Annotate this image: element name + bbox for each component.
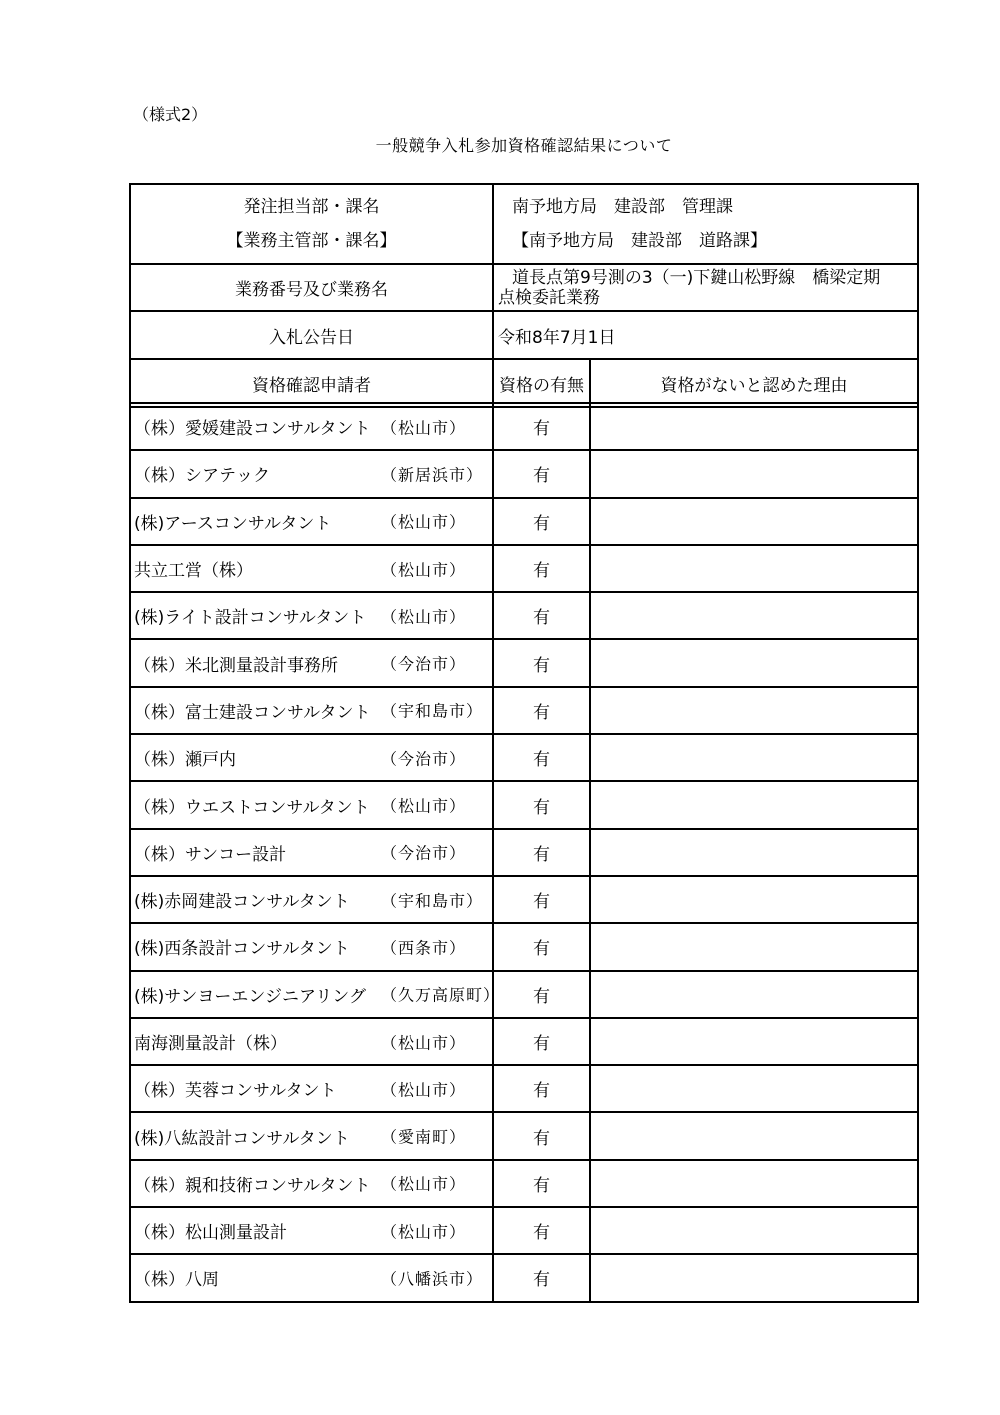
applicant-name: （株）親和技術コンサルタント: [134, 1175, 371, 1196]
applicant-city: （新居浜市）: [381, 465, 484, 485]
table-row: [130, 971, 918, 1018]
qualified-cell: 有: [493, 923, 590, 970]
applicant-cell: [130, 545, 493, 592]
applicant-city: （愛南町）: [381, 1127, 467, 1147]
applicant-name: （株）八周: [134, 1270, 219, 1291]
applicant-name: (株)サンヨーエンジニアリング: [134, 986, 366, 1007]
table-row: [130, 1160, 918, 1207]
applicant-cell: [130, 829, 493, 876]
announcement-date-value: 令和8年7月1日: [493, 311, 918, 359]
qualified-cell: 有: [493, 734, 590, 781]
qualified-cell: 有: [493, 687, 590, 734]
department-value-cell: [493, 184, 918, 264]
reason-cell: [590, 734, 918, 781]
qualified-cell: 有: [493, 545, 590, 592]
announcement-date-label: 入札公告日: [130, 311, 493, 359]
applicant-cell: [130, 971, 501, 1018]
reason-cell: [590, 1160, 918, 1207]
reason-cell: [590, 498, 918, 545]
column-header-row: [130, 359, 918, 407]
table-row: [130, 734, 918, 781]
applicant-city: （松山市）: [381, 607, 467, 627]
main-department-label: 【業務主管部・課名】: [226, 231, 397, 251]
applicant-name: （株）サンコー設計: [134, 844, 287, 865]
applicant-city: （松山市）: [381, 418, 467, 438]
applicant-city: （今治市）: [381, 749, 467, 769]
table-row: [130, 1065, 918, 1112]
applicant-city: （久万高原町）: [381, 985, 501, 1005]
reason-cell: [590, 829, 918, 876]
applicant-city: （松山市）: [381, 1222, 467, 1242]
reason-cell: [590, 923, 918, 970]
table-row: [130, 1254, 918, 1301]
qualified-cell: 有: [493, 971, 590, 1018]
work-row: [130, 264, 918, 311]
applicant-cell: [130, 592, 493, 639]
qualified-cell: 有: [493, 1254, 590, 1301]
column-header-applicant: 資格確認申請者: [130, 359, 493, 407]
reason-cell: [590, 781, 918, 828]
applicant-cell: [130, 498, 493, 545]
applicant-name: 共立工営（株）: [134, 561, 253, 582]
applicant-city: （松山市）: [381, 1080, 467, 1100]
qualified-cell: 有: [493, 876, 590, 923]
qualified-cell: 有: [493, 639, 590, 686]
department-label: 発注担当部・課名: [243, 197, 380, 217]
applicant-cell: [130, 450, 493, 497]
department-row: [130, 184, 918, 264]
applicant-cell: [130, 923, 493, 970]
table-row: [130, 1112, 918, 1159]
column-header-reason: 資格がないと認めた理由: [590, 359, 918, 407]
applicant-name: （株）瀬戸内: [134, 750, 236, 771]
table-row: [130, 1018, 918, 1065]
info-table: [129, 183, 919, 408]
applicant-table-body: [130, 403, 918, 1302]
table-row: [130, 687, 918, 734]
table-row: [130, 639, 918, 686]
qualified-cell: 有: [493, 1160, 590, 1207]
reason-cell: [590, 971, 918, 1018]
applicant-cell: [130, 1112, 493, 1159]
applicant-city: （今治市）: [381, 843, 467, 863]
applicant-name: (株)西条設計コンサルタント: [134, 939, 350, 960]
applicant-name: （株）愛媛建設コンサルタント: [134, 419, 371, 440]
reason-cell: [590, 876, 918, 923]
reason-cell: [590, 687, 918, 734]
table-row: [130, 1207, 918, 1254]
document-title: 一般競争入札参加資格確認結果について: [375, 136, 673, 155]
applicant-city: （八幡浜市）: [381, 1269, 484, 1289]
qualified-cell: 有: [493, 1112, 590, 1159]
qualified-cell: 有: [493, 829, 590, 876]
applicant-city: （松山市）: [381, 1033, 467, 1052]
applicant-city: （宇和島市）: [381, 891, 484, 911]
applicant-cell: [130, 1065, 493, 1112]
applicant-city: （松山市）: [381, 796, 467, 816]
qualified-cell: 有: [493, 592, 590, 639]
reason-cell: [590, 1254, 918, 1301]
table-row: [130, 545, 918, 592]
applicant-city: （今治市）: [381, 654, 467, 674]
applicant-name: (株)赤岡建設コンサルタント: [134, 892, 350, 913]
applicant-cell: [130, 876, 493, 923]
qualified-cell: 有: [493, 498, 590, 545]
applicant-city: （宇和島市）: [381, 701, 484, 721]
announcement-date-row: [130, 311, 918, 359]
applicant-name: （株）芙蓉コンサルタント: [134, 1081, 337, 1102]
work-label: 業務番号及び業務名: [130, 264, 493, 311]
qualified-cell: 有: [493, 1207, 590, 1254]
work-value-line1: 道長点第9号測の3（一)下鍵山松野線 橋梁定期: [512, 267, 881, 288]
qualified-cell: 有: [493, 1018, 590, 1065]
table-row: [130, 498, 918, 545]
applicant-cell: [130, 1018, 493, 1065]
table-row: [130, 450, 918, 497]
reason-cell: [590, 1018, 918, 1065]
applicant-name: (株)八紘設計コンサルタント: [134, 1128, 350, 1149]
department-label-cell: [130, 184, 493, 264]
table-row: [130, 829, 918, 876]
department-value: 南予地方局 建設部 管理課: [512, 197, 733, 217]
work-value-line2: 点検委託業務: [498, 287, 600, 308]
qualified-cell: 有: [493, 1065, 590, 1112]
applicant-city: （松山市）: [381, 560, 467, 580]
reason-cell: [590, 1207, 918, 1254]
applicant-city: （松山市）: [381, 1174, 467, 1194]
reason-cell: [590, 450, 918, 497]
form-label: （様式2）: [133, 105, 208, 124]
reason-cell: [590, 1112, 918, 1159]
applicant-name: (株)アースコンサルタント: [134, 513, 332, 534]
applicant-cell: [130, 403, 493, 450]
applicant-cell: [130, 781, 493, 828]
table-row: [130, 781, 918, 828]
applicant-cell: [130, 1254, 493, 1301]
applicant-name: （株）米北測量設計事務所: [134, 655, 338, 676]
qualified-cell: 有: [493, 403, 590, 450]
reason-cell: [590, 592, 918, 639]
column-header-qualified: 資格の有無: [493, 359, 590, 407]
table-row: [130, 592, 918, 639]
qualified-cell: 有: [493, 781, 590, 828]
table-row: [130, 923, 918, 970]
applicant-cell: [130, 1207, 493, 1254]
applicant-name: （株）ウエストコンサルタント: [134, 797, 370, 818]
applicant-cell: [130, 734, 493, 781]
main-department-value: 【南予地方局 建設部 道路課】: [512, 231, 767, 251]
applicant-name: 南海測量設計（株）: [134, 1034, 287, 1054]
applicant-name: （株）富士建設コンサルタント: [134, 702, 371, 723]
qualified-cell: 有: [493, 450, 590, 497]
table-row: [130, 876, 918, 923]
applicant-city: （松山市）: [381, 512, 467, 532]
table-row: [130, 403, 918, 450]
applicant-table: [129, 402, 919, 1303]
work-value-cell: [493, 264, 918, 311]
applicant-cell: [130, 639, 493, 686]
applicant-name: （株）シアテック: [134, 466, 270, 487]
applicant-name: (株)ライト設計コンサルタント: [134, 608, 367, 629]
reason-cell: [590, 403, 918, 450]
applicant-city: （西条市）: [381, 938, 467, 958]
reason-cell: [590, 1065, 918, 1112]
applicant-cell: [130, 687, 493, 734]
applicant-name: （株）松山測量設計: [134, 1223, 287, 1244]
reason-cell: [590, 639, 918, 686]
reason-cell: [590, 545, 918, 592]
applicant-cell: [130, 1160, 493, 1207]
